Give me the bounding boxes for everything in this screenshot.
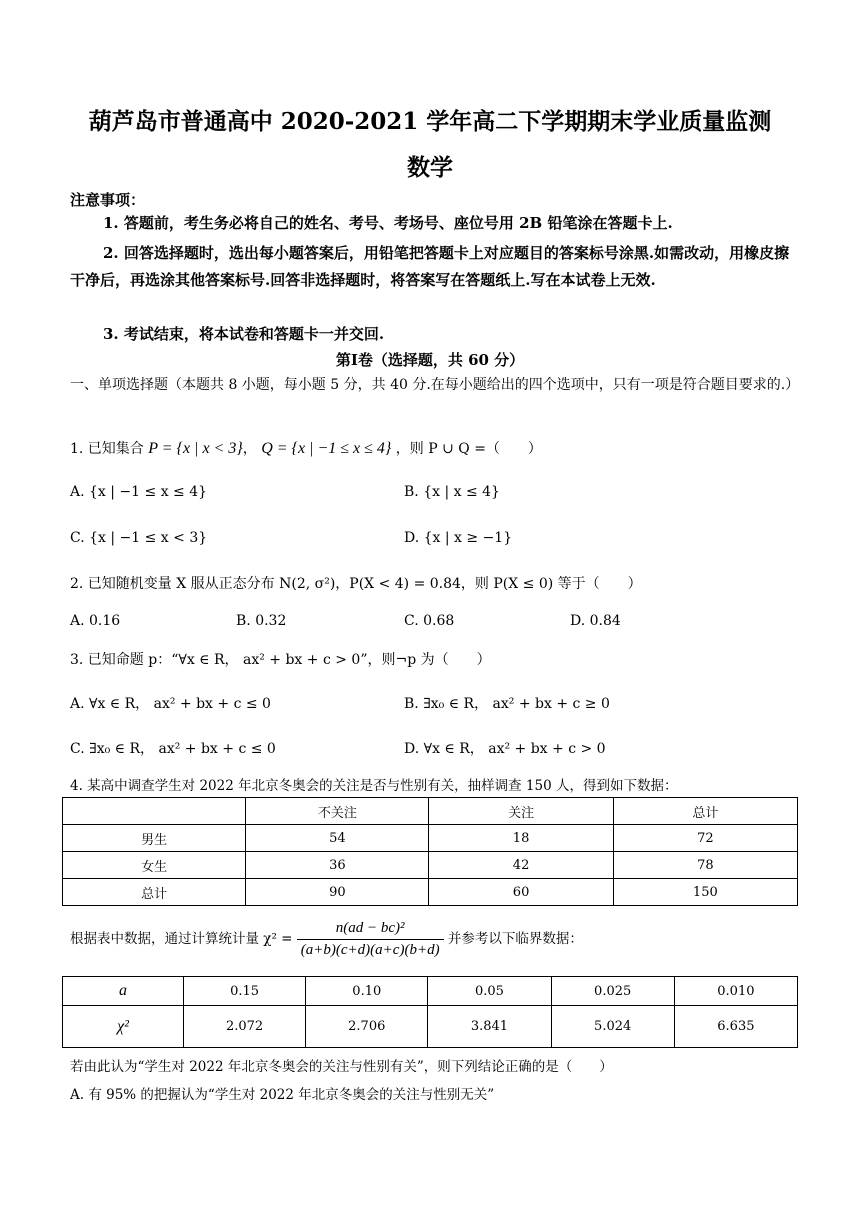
table-cell: 3.841 [428, 1006, 551, 1048]
table-cell: 0.10 [306, 977, 428, 1006]
q2-option-a: A. 0.16 [70, 613, 121, 629]
exam-title: 葫芦岛市普通高中 2020-2021 学年高二下学期期末学业质量监测 [88, 108, 772, 135]
q2-option-d: D. 0.84 [570, 613, 621, 629]
q1-set-q: Q = {x | −1 ≤ x ≤ 4} [261, 440, 392, 457]
fraction-numerator: n(ad − bc)² [297, 920, 444, 940]
q2-option-b: B. 0.32 [236, 613, 287, 629]
q3-option-d: D. ∀x ∈ R， ax² + bx + c > 0 [404, 741, 606, 757]
q3-option-b: B. ∃x₀ ∈ R， ax² + bx + c ≥ 0 [404, 696, 610, 712]
table-row [63, 977, 798, 1006]
table-row [63, 825, 798, 852]
table-cell: 60 [429, 879, 613, 906]
table-cell: 0.025 [551, 977, 674, 1006]
table-cell: 男生 [63, 825, 246, 852]
q3-option-c: C. ∃x₀ ∈ R， ax² + bx + c ≤ 0 [70, 741, 276, 757]
table-header-cell: 总计 [613, 798, 797, 825]
critical-value-table [62, 976, 798, 1048]
note-item-3: 3. 考试结束，将本试卷和答题卡一并交回. [103, 325, 385, 343]
table-cell: 42 [429, 852, 613, 879]
table-cell: 36 [246, 852, 429, 879]
q1-option-a: A. {x | −1 ≤ x ≤ 4} [70, 484, 208, 500]
subject-title: 数学 [407, 154, 453, 181]
table-cell: χ² [63, 1006, 184, 1048]
table-cell: 0.15 [183, 977, 305, 1006]
table-row [63, 1006, 798, 1048]
table-cell: 54 [246, 825, 429, 852]
formula-suffix: 并参考以下临界数据： [447, 931, 583, 947]
table-row [63, 852, 798, 879]
table-header-cell: 关注 [429, 798, 613, 825]
section-title: 第Ⅰ卷（选择题，共 60 分） [335, 351, 525, 369]
table-header-cell [63, 798, 246, 825]
notes-heading: 注意事项： [70, 191, 146, 209]
q4-option-a: A. 有 95% 的把握认为“学生对 2022 年北京冬奥会的关注与性别无关” [70, 1087, 495, 1103]
chi-square-formula-line [70, 920, 583, 959]
table-cell: 90 [246, 879, 429, 906]
table-cell: 72 [613, 825, 797, 852]
table-cell: 2.706 [306, 1006, 428, 1048]
formula-prefix: 根据表中数据，通过计算统计量 χ² = [70, 931, 293, 947]
note-item-1: 1. 答题前，考生务必将自己的姓名、考号、考场号、座位号用 2B 铅笔涂在答题卡上. [103, 214, 673, 232]
table-cell: 18 [429, 825, 613, 852]
q1-option-b: B. {x | x ≤ 4} [404, 484, 500, 500]
section-intro: 一、单项选择题（本题共 8 小题，每小题 5 分，共 40 分.在每小题给出的四个选项中，只有一项是符合题目要求的.） [70, 377, 800, 393]
q1-set-p: P = {x | x < 3} [148, 440, 243, 457]
table-cell: 0.010 [674, 977, 797, 1006]
table-cell: 78 [613, 852, 797, 879]
question-3-stem: 3. 已知命题 p：“∀x ∈ R， ax² + bx + c > 0”，则¬p 为（ ） [70, 652, 491, 668]
q2-option-c: C. 0.68 [404, 613, 455, 629]
q1-option-d: D. {x | x ≥ −1} [404, 530, 513, 546]
table-cell: 6.635 [674, 1006, 797, 1048]
q1-ask: ，则 P ∪ Q =（ ） [395, 441, 542, 457]
question-4-stem: 4. 某高中调查学生对 2022 年北京冬奥会的关注是否与性别有关，抽样调查 150 人，得到如下数据： [70, 778, 678, 794]
table-cell: 女生 [63, 852, 246, 879]
table-cell: 0.05 [428, 977, 551, 1006]
note-item-2: 2. 回答选择题时，选出每小题答案后，用铅笔把答题卡上对应题目的答案标号涂黑.如需改动，用橡皮擦干净后，再选涂其他答案标号.回答非选择题时，将答案写在答题纸上.写在本试卷上无效. [70, 244, 790, 289]
table-cell: a [63, 977, 184, 1006]
question-4-conclusion: 若由此认为“学生对 2022 年北京冬奥会的关注与性别有关”，则下列结论正确的是（ ） [70, 1059, 613, 1075]
table-row [63, 879, 798, 906]
fraction-denominator: (a+b)(c+d)(a+c)(b+d) [300, 942, 440, 958]
question-1-stem: 1. 已知集合 P = {x | x < 3}， Q = {x | −1 ≤ x ≤ 4} ，则 P ∪ Q =（ ） [70, 440, 542, 457]
table-cell: 5.024 [551, 1006, 674, 1048]
q1-option-c: C. {x | −1 ≤ x < 3} [70, 530, 208, 546]
table-header-cell: 不关注 [246, 798, 429, 825]
question-2-stem: 2. 已知随机变量 X 服从正态分布 N(2, σ²)，P(X < 4) = 0.84，则 P(X ≤ 0) 等于（ ） [70, 576, 642, 592]
table-cell: 150 [613, 879, 797, 906]
chi-square-fraction [297, 920, 444, 959]
table-cell: 总计 [63, 879, 246, 906]
q1-prefix: 1. 已知集合 [70, 441, 144, 457]
q3-option-a: A. ∀x ∈ R， ax² + bx + c ≤ 0 [70, 696, 271, 712]
table-header-row [63, 798, 798, 825]
table-cell: 2.072 [183, 1006, 305, 1048]
survey-table [62, 797, 798, 906]
